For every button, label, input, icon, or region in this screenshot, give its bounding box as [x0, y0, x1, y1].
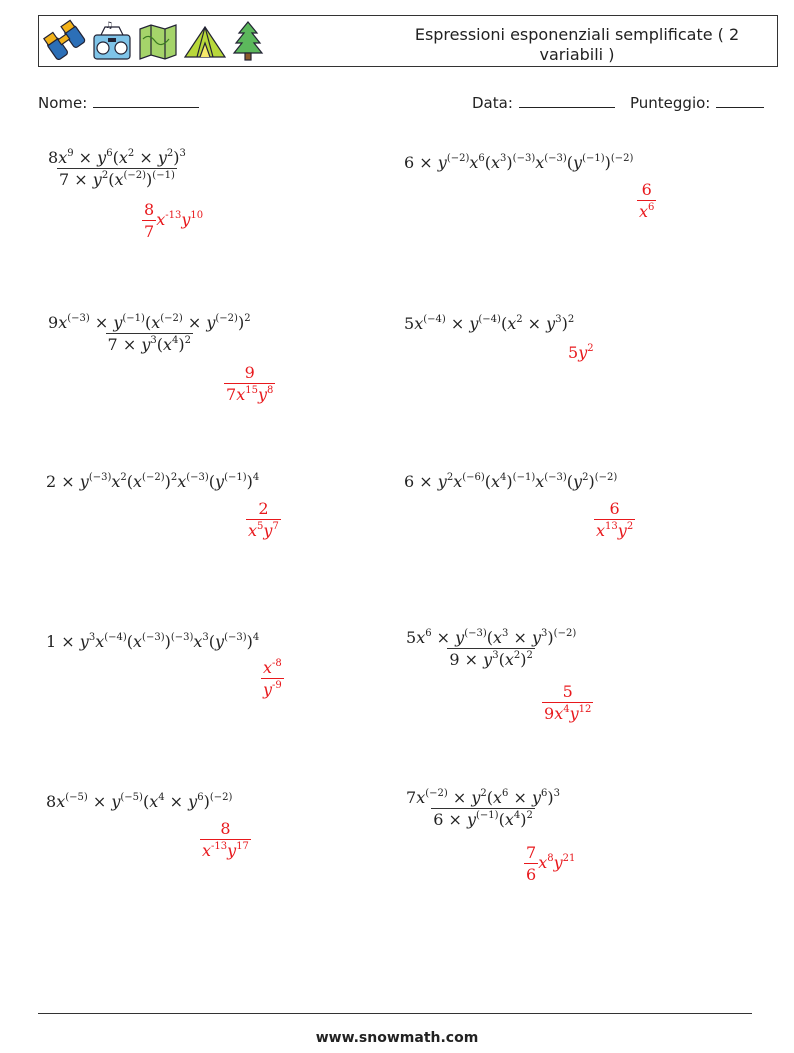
problem-5: $2 \times y^{(-3)}x^2(x^{(-2)})^2x^{(-3)}(y^{(-1)})^4$	[46, 472, 260, 491]
date-label: Data:	[472, 94, 513, 112]
worksheet-title: Espressioni esponenziali semplificate ( 2 variabili )	[414, 25, 740, 64]
answer-3: $\frac{9}{7x^{15}y^8}$	[226, 363, 274, 404]
tent-icon	[183, 19, 227, 63]
svg-text:♫: ♫	[105, 21, 114, 31]
score-blank[interactable]	[716, 93, 764, 108]
answer-5: $\frac{2}{x^5y^7}$	[248, 499, 279, 540]
problem-1: $\frac{8x^9 \times y^6(x^2 \times y^2)^3}{7 \times y^2(x^{(-2)})^{(-1)}}$	[48, 148, 186, 189]
worksheet-header	[38, 15, 778, 67]
answer-1: $\frac{8}{7}$ $x^{-13}y^{10}$	[144, 200, 204, 241]
problem-8: $\frac{5x^6 \times y^{(-3)}(x^3 \times y^3)^{(-2)}}{9 \times y^3(x^2)^2}$	[406, 628, 577, 669]
name-blank[interactable]	[93, 93, 199, 108]
problem-10: $\frac{7x^{(-2)} \times y^2(x^6 \times y^6)^3}{6 \times y^{(-1)}(x^4)^2}$	[406, 788, 561, 829]
map-icon	[137, 19, 179, 63]
answer-7: $\frac{x^{-8}}{y^{-9}}$	[263, 658, 282, 699]
answer-4: $5y^2$	[568, 343, 594, 362]
name-label: Nome:	[38, 94, 88, 112]
binoculars-icon	[43, 19, 87, 63]
radio-icon	[91, 19, 133, 63]
footer-divider	[38, 1013, 752, 1014]
problem-6: $6 \times y^2x^{(-6)}(x^4)^{(-1)}x^{(-3)}(y^2)^{(-2)}$	[404, 472, 618, 491]
problem-4: $5x^{(-4)} \times y^{(-4)}(x^2 \times y^3)^2$	[404, 314, 575, 333]
answer-10: $\frac{7}{6}$ $x^8y^{21}$	[526, 843, 576, 884]
problem-2: $6 \times y^{(-2)}x^6(x^3)^{(-3)}x^{(-3)}(y^{(-1)})^{(-2)}$	[404, 153, 634, 172]
pine-tree-icon	[231, 19, 265, 63]
date-blank[interactable]	[519, 93, 615, 108]
answer-9: $\frac{8}{x^{-13}y^{17}}$	[202, 819, 249, 860]
answer-2: $\frac{6}{x^6}$	[639, 180, 655, 221]
name-field	[38, 93, 199, 112]
footer-site[interactable]: www.snowmath.com	[315, 1030, 479, 1046]
header-icons	[43, 18, 265, 64]
answer-8: $\frac{5}{9x^4y^{12}}$	[544, 682, 592, 723]
problem-3: $\frac{9x^{(-3)} \times y^{(-1)}(x^{(-2)} \times y^{(-2)})^2}{7 \times y^3(x^4)^2}$	[48, 313, 251, 354]
score-field	[630, 93, 764, 112]
score-label: Punteggio:	[630, 94, 711, 112]
problem-9: $8x^{(-5)} \times y^{(-5)}(x^4 \times y^6)^{(-2)}$	[46, 792, 233, 811]
problem-7: $1 \times y^3x^{(-4)}(x^{(-3)})^{(-3)}x^3(y^{(-3)})^4$	[46, 632, 260, 651]
answer-6: $\frac{6}{x^{13}y^2}$	[596, 499, 634, 540]
date-field	[472, 93, 615, 112]
